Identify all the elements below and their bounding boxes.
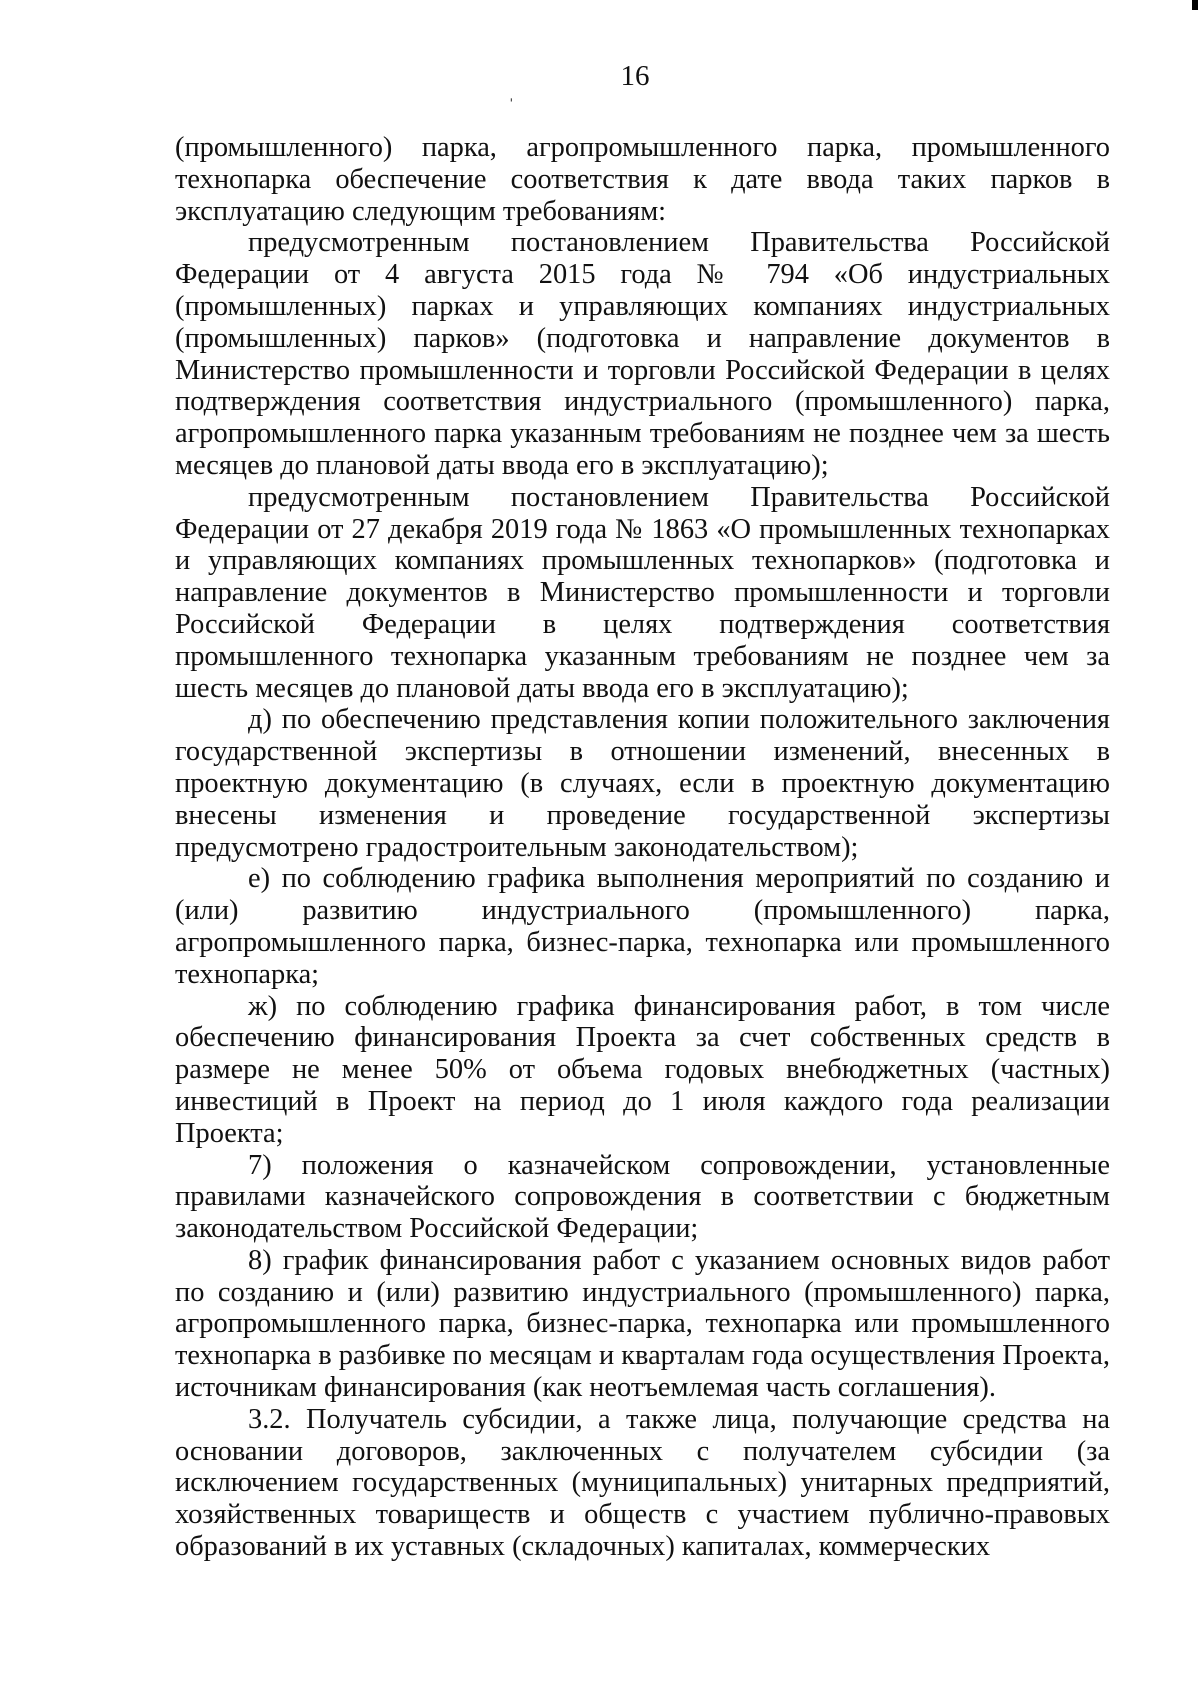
paragraph-requirement-1863: предусмотренным постановлением Правительства Российской Федерации от 27 декабря 2019 года № 1863 «О промышленных технопарках и управляющих компаниях промышленных технопарков» (подготовка и направление документов в Министерство промышленности и торговли Российской Федерации в целях подтверждения соответствия промышленного технопарка указанным требованиям не позднее чем за шесть месяцев до плановой даты ввода его в эксплуатацию); <box>175 481 1110 704</box>
paragraph-item-7: 7) положения о казначейском сопровождении, установленные правилами казначейского сопровождения в соответствии с бюджетным законодательством Российской Федерации; <box>175 1149 1110 1245</box>
paragraph-item-e: е) по соблюдению графика выполнения мероприятий по созданию и (или) развитию индустриального (промышленного) парка, агропромышленного парка, бизнес-парка, технопарка или промышленного технопарка; <box>175 863 1110 990</box>
scan-edge-mark <box>1192 0 1198 10</box>
paragraph-continuation: (промышленного) парка, агропромышленного парка, промышленного технопарка обеспечение соответствия к дате ввода таких парков в эксплуатацию следующим требованиям: <box>175 132 1110 227</box>
paragraph-requirement-794: предусмотренным постановлением Правительства Российской Федерации от 4 августа 2015 года № 794 «Об индустриальных (промышленных) парках и управляющих компаниях индустриальных (промышленных) парков» (подготовка и направление документов в Министерство промышленности и торговли Российской Федерации в целях подтверждения соответствия индустриального (промышленного) парка, агропромышленного парка указанным требованиям не позднее чем за шесть месяцев до плановой даты ввода его в эксплуатацию); <box>175 227 1110 481</box>
paragraph-item-8: 8) график финансирования работ с указанием основных видов работ по созданию и (или) развитию индустриального (промышленного) парка, агропромышленного парка, бизнес-парка, технопарка или промышленного технопарка в разбивке по месяцам и кварталам года осуществления Проекта, источникам финансирования (как неотъемлемая часть соглашения). <box>175 1244 1110 1404</box>
page-number: 16 <box>620 60 650 92</box>
document-body <box>175 132 1110 1563</box>
scan-artifact-tick: ˌ <box>508 80 515 102</box>
paragraph-item-zh: ж) по соблюдению графика финансирования работ, в том числе обеспечению финансирования Проекта за счет собственных средств в размере не менее 50% от объема годовых внебюджетных (частных) инвестиций в Проект на период до 1 июля каждого года реализации Проекта; <box>175 990 1110 1149</box>
paragraph-section-3-2: 3.2. Получатель субсидии, а также лица, получающие средства на основании договоров, заключенных с получателем субсидии (за исключением государственных (муниципальных) унитарных предприятий, хозяйственных товариществ и обществ с участием публично-правовых образований в их уставных (складочных) капиталах, коммерческих <box>175 1403 1110 1563</box>
paragraph-item-d: д) по обеспечению представления копии положительного заключения государственной экспертизы в отношении изменений, внесенных в проектную документацию (в случаях, если в проектную документацию внесены изменения и проведение государственной экспертизы предусмотрено градостроительным законодательством); <box>175 704 1110 863</box>
